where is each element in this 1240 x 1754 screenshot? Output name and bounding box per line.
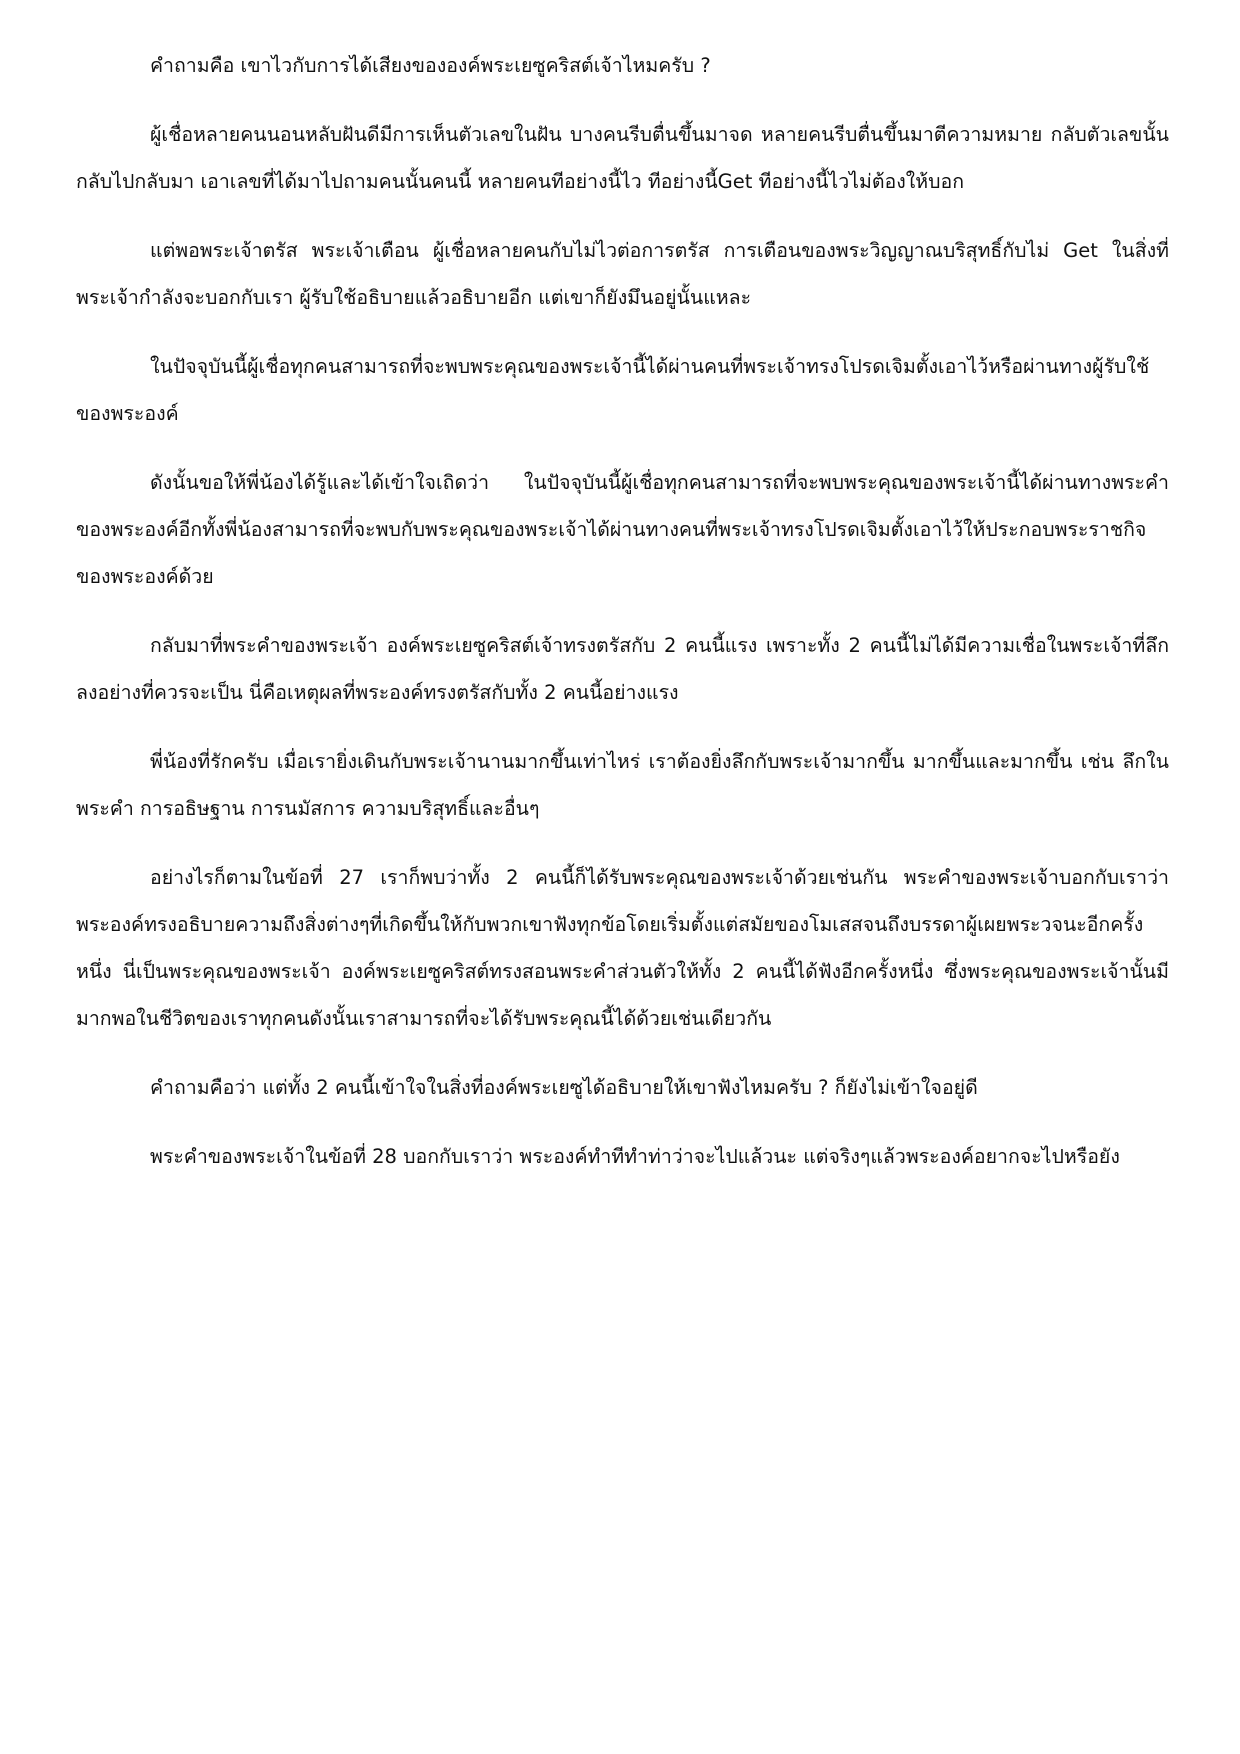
paragraph-4: ในปัจจุบันนี้ผู้เชื่อทุกคนสามารถที่จะพบพระคุณของพระเจ้านี้ได้ผ่านคนที่พระเจ้าทรงโปรดเจิมตั้งเอาไว้หรือผ่านทางผู้รับใช้ของพระองค์: [76, 355, 1150, 425]
paragraph-9: คำถามคือว่า แต่ทั้ง 2 คนนี้เข้าใจในสิ่งที่องค์พระเยซูได้อธิบายให้เขาฟังไหมครับ ? ก็ยังไม่เข้าใจอยู่ดี: [150, 1076, 978, 1099]
paragraph-2: ผู้เชื่อหลายคนนอนหลับฝันดีมีการเห็นตัวเลขในฝัน บางคนรีบตื่นขึ้นมาจด หลายคนรีบตื่นขึ้นมาตีความหมาย กลับตัวเลขนั้นกลับไปกลับมา เอาเลขที่ได้มาไปถามคนนั้นคนนี้ หลายคนทีอย่างนี้ไว ทีอย่างนี้Get ทีอย่างนี้ไวไม่ต้องให้บอก: [76, 123, 1169, 193]
paragraph-7: พี่น้องที่รักครับ เมื่อเรายิ่งเดินกับพระเจ้านานมากขึ้นเท่าไหร่ เราต้องยิ่งลึกกับพระเจ้ามากขึ้น มากขึ้นและมากขึ้น เช่น ลึกในพระคำ การอธิษฐาน การนมัสการ ความบริสุทธิ์และอื่นๆ: [76, 750, 1169, 820]
paragraph-3: แต่พอพระเจ้าตรัส พระเจ้าเตือน ผู้เชื่อหลายคนกับไม่ไวต่อการตรัส การเตือนของพระวิญญาณบริสุทธิ์กับไม่ Get ในสิ่งที่พระเจ้ากำลังจะบอกกับเรา ผู้รับใช้อธิบายแล้วอธิบายอีก แต่เขาก็ยังมึนอยู่นั้นแหละ: [76, 239, 1169, 309]
paragraph-1: คำถามคือ เขาไวกับการได้เสียงขององค์พระเยซูคริสต์เจ้าไหมครับ ?: [150, 54, 711, 77]
document-page: [76, 42, 1169, 1202]
paragraph-8: อย่างไรก็ตามในข้อที่ 27 เราก็พบว่าทั้ง 2 คนนี้ก็ได้รับพระคุณของพระเจ้าด้วยเช่นกัน พระคำของพระเจ้าบอกกับเราว่า พระองค์ทรงอธิบายความถึงสิ่งต่างๆที่เกิดขึ้นให้กับพวกเขาฟังทุกข้อโดยเริ่มตั้งแต่สมัยของโมเสสจนถึงบรรดาผู้เผยพระวจนะอีกครั้งหนึ่ง นี่เป็นพระคุณของพระเจ้า องค์พระเยซูคริสต์ทรงสอนพระคำส่วนตัวให้ทั้ง 2 คนนี้ได้ฟังอีกครั้งหนึ่ง ซึ่งพระคุณของพระเจ้านั้นมีมากพอในชีวิตของเราทุกคนดังนั้นเราสามารถที่จะได้รับพระคุณนี้ได้ด้วยเช่นเดียวกัน: [76, 866, 1169, 1030]
paragraph-6: กลับมาที่พระคำของพระเจ้า องค์พระเยซูคริสต์เจ้าทรงตรัสกับ 2 คนนี้แรง เพราะทั้ง 2 คนนี้ไม่ได้มีความเชื่อในพระเจ้าที่ลึกลงอย่างที่ควรจะเป็น นี่คือเหตุผลที่พระองค์ทรงตรัสกับทั้ง 2 คนนี้อย่างแรง: [76, 634, 1169, 704]
paragraph-10: พระคำของพระเจ้าในข้อที่ 28 บอกกับเราว่า พระองค์ทำทีทำท่าว่าจะไปแล้วนะ แต่จริงๆแล้วพระองค์อยากจะไปหรือยัง: [150, 1145, 1120, 1168]
paragraph-5: ดังนั้นขอให้พี่น้องได้รู้และได้เข้าใจเถิดว่า ในปัจจุบันนี้ผู้เชื่อทุกคนสามารถที่จะพบพระคุณของพระเจ้านี้ได้ผ่านทางพระคำของพระองค์อีกทั้งพี่น้องสามารถที่จะพบกับพระคุณของพระเจ้าได้ผ่านทางคนที่พระเจ้าทรงโปรดเจิมตั้งเอาไว้ให้ประกอบพระราชกิจของพระองค์ด้วย: [76, 471, 1169, 588]
